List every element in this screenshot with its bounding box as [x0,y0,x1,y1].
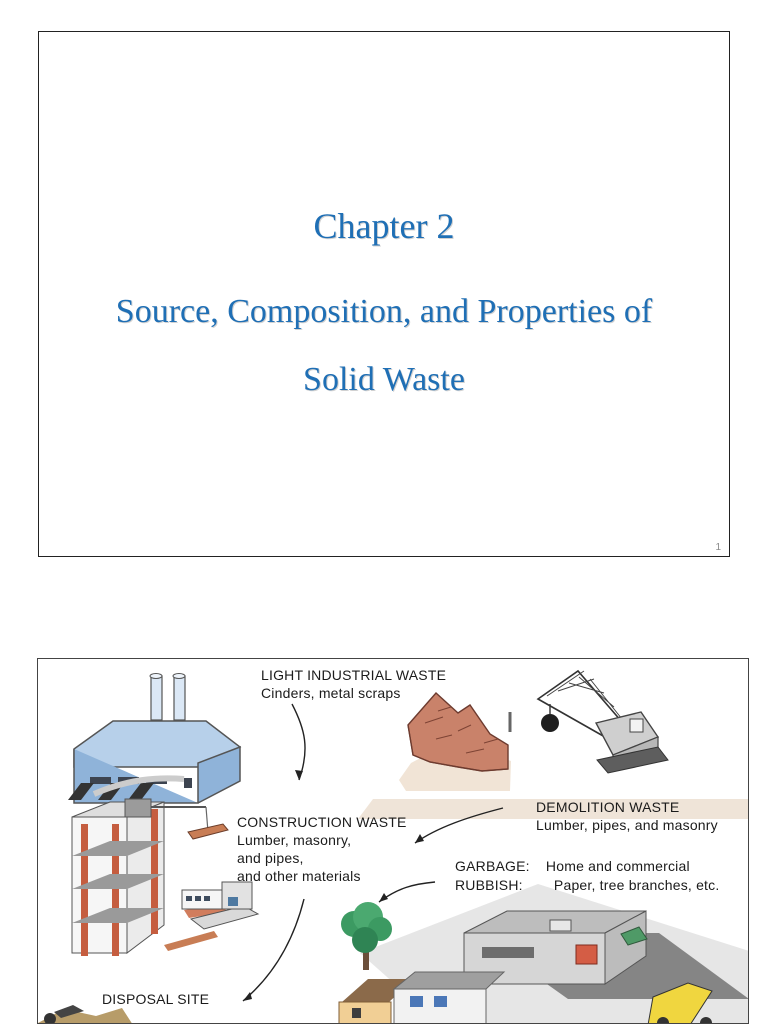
demolition-heading: DEMOLITION WASTE [536,799,680,815]
disposal-label [102,990,209,1008]
chapter-title: Chapter 2 [313,206,455,246]
factory-illustration [68,674,240,804]
rubbish-term: RUBBISH: [455,877,523,893]
rubbish-detail: Paper, tree branches, etc. [553,877,720,893]
construction-heading: CONSTRUCTION WASTE [237,814,407,830]
subtitle-line-1: Source, Composition, and Properties of [115,293,653,330]
light-industrial-detail: Cinders, metal scraps [261,685,401,701]
demolition-detail: Lumber, pipes, and masonry [536,817,718,833]
light-industrial-label [261,666,446,702]
rubbish-label [455,876,719,894]
construction-illustration [72,799,258,956]
subtitle-line-2: Solid Waste [303,361,465,398]
disposal-heading: DISPOSAL SITE [102,991,210,1007]
commercial-residential-illustration [339,884,749,1024]
garbage-term: GARBAGE: [455,858,530,874]
light-industrial-heading: LIGHT INDUSTRIAL WASTE [261,667,447,683]
construction-detail: Lumber, masonry, and pipes, and other materials [237,832,361,884]
waste-sources-figure [37,658,749,1024]
page-number: 1 [715,542,721,553]
garbage-detail: Home and commercial [545,858,690,874]
title-block [39,208,729,414]
construction-label [237,813,407,885]
garbage-label [455,857,690,875]
title-slide [38,31,730,557]
demolition-label [536,798,718,834]
